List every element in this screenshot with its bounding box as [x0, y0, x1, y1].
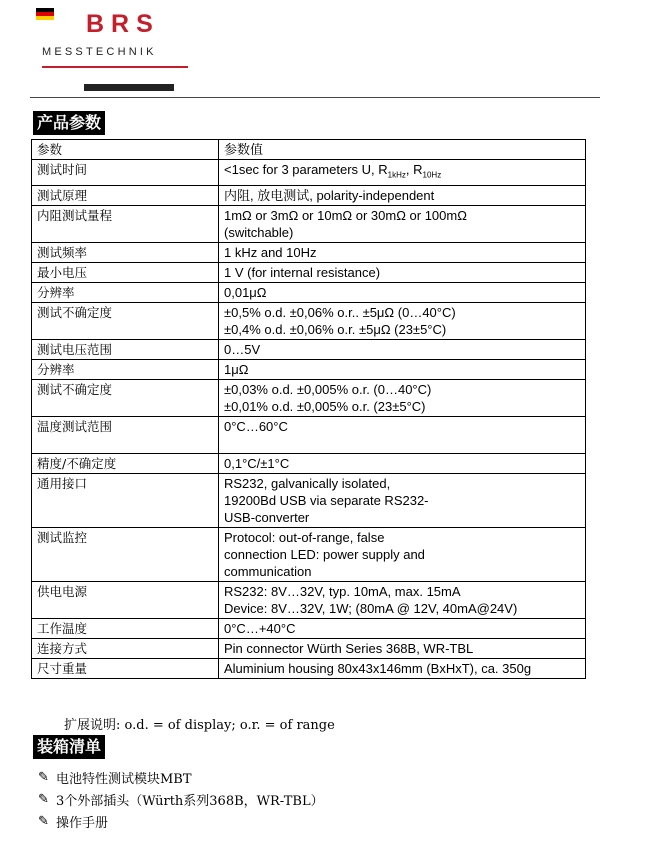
value-line: Device: 8V…32V, 1W; (80mA @ 12V, 40mA@24V)	[224, 600, 518, 616]
table-row	[32, 205, 586, 242]
table-row	[32, 416, 586, 453]
value-text: RS232, galvanically isolated,	[224, 475, 391, 491]
value-cell	[219, 581, 586, 618]
table-row	[32, 160, 586, 186]
param-cell: 测试原理	[32, 185, 219, 205]
value-line	[224, 640, 580, 657]
value-cell	[219, 205, 586, 242]
value-line	[224, 660, 580, 677]
value-text: , R	[405, 162, 423, 177]
value-text: 1mΩ or 3mΩ or 10mΩ or 30mΩ or 100mΩ	[224, 207, 467, 223]
table-row	[32, 359, 586, 379]
table-row	[32, 658, 586, 678]
value-line	[224, 381, 580, 398]
value-text: <1sec for 3 parameters U, R	[224, 162, 388, 177]
pencil-icon: ✎	[38, 791, 49, 807]
table-row	[32, 262, 586, 282]
value-line	[224, 161, 580, 184]
value-line	[224, 244, 580, 261]
value-line	[224, 264, 580, 281]
param-cell: 最小电压	[32, 262, 219, 282]
value-cell	[219, 473, 586, 527]
brs-logo	[30, 8, 200, 96]
list-item	[38, 788, 324, 810]
value-line: USB-converter	[224, 509, 310, 525]
value-cell	[219, 282, 586, 302]
value-text: 1μΩ	[224, 361, 249, 377]
param-cell: 工作温度	[32, 618, 219, 638]
value-text: 0°C…60°C	[224, 418, 288, 434]
value-line	[224, 187, 580, 204]
param-cell: 通用接口	[32, 473, 219, 527]
value-line	[224, 361, 580, 378]
list-item	[38, 766, 324, 788]
value-text: ±0,5% o.d. ±0,06% o.r.. ±5μΩ (0…40°C)	[224, 304, 456, 320]
table-row	[32, 618, 586, 638]
table-row	[32, 379, 586, 416]
param-cell: 内阻测试量程	[32, 205, 219, 242]
table-row	[32, 339, 586, 359]
value-text: RS232: 8V…32V, typ. 10mA, max. 15mA	[224, 583, 461, 599]
param-cell: 温度测试范围	[32, 416, 219, 453]
value-line	[224, 304, 580, 321]
value-cell	[219, 185, 586, 205]
section-title-specs: 产品参数	[33, 111, 105, 135]
pencil-icon: ✎	[38, 769, 49, 785]
value-cell	[219, 302, 586, 339]
value-cell	[219, 658, 586, 678]
param-cell: 供电电源	[32, 581, 219, 618]
value-text: 内阻, 放电测试, polarity-independent	[224, 187, 435, 203]
value-line	[224, 418, 580, 435]
value-text: 0°C…+40°C	[224, 620, 296, 636]
header-divider	[30, 97, 600, 98]
value-line: (switchable)	[224, 224, 294, 240]
table-row	[32, 282, 586, 302]
spec-table	[31, 139, 586, 679]
value-cell	[219, 416, 586, 453]
value-line	[224, 435, 580, 452]
value-text: Pin connector Würth Series 368B, WR-TBL	[224, 640, 474, 656]
value-line	[224, 475, 580, 492]
value-text: 0,1°C/±1°C	[224, 455, 290, 471]
param-cell: 测试监控	[32, 527, 219, 581]
list-item	[38, 810, 324, 832]
pack-item-label: 操作手册	[56, 815, 109, 831]
value-cell	[219, 379, 586, 416]
param-cell: 测试时间	[32, 160, 219, 186]
param-cell: 尺寸重量	[32, 658, 219, 678]
table-row	[32, 185, 586, 205]
value-cell	[219, 339, 586, 359]
table-row	[32, 527, 586, 581]
table-header-row	[32, 140, 586, 160]
subscript: 10Hz	[422, 170, 442, 180]
value-text: 1 V (for internal resistance)	[224, 264, 381, 280]
logo-red-line	[42, 66, 188, 68]
value-cell	[219, 242, 586, 262]
param-cell: 测试电压范围	[32, 339, 219, 359]
pack-item-label: 电池特性测试模块MBT	[56, 771, 192, 787]
value-text: ±0,03% o.d. ±0,005% o.r. (0…40°C)	[224, 381, 432, 397]
value-text: 0,01μΩ	[224, 284, 267, 300]
table-row	[32, 638, 586, 658]
pencil-icon: ✎	[38, 813, 49, 829]
pack-list	[38, 766, 324, 832]
param-cell: 精度/不确定度	[32, 453, 219, 473]
header-param: 参数	[32, 140, 219, 160]
param-cell: 分辨率	[32, 359, 219, 379]
footnote: 扩展说明: o.d. = of display; o.r. = of range	[64, 718, 335, 733]
value-text: Aluminium housing 80x43x146mm (BxHxT), ca. 350g	[224, 660, 532, 676]
value-text: Protocol: out-of-range, false	[224, 529, 385, 545]
param-cell: 分辨率	[32, 282, 219, 302]
param-cell: 测试不确定度	[32, 302, 219, 339]
value-cell	[219, 160, 586, 186]
value-line: connection LED: power supply and	[224, 546, 425, 562]
value-text: 0…5V	[224, 341, 261, 357]
value-line	[224, 529, 580, 546]
param-cell: 测试不确定度	[32, 379, 219, 416]
value-line	[224, 620, 580, 637]
param-cell: 测试频率	[32, 242, 219, 262]
logo-brand: BRS	[86, 10, 160, 38]
value-text: 1 kHz and 10Hz	[224, 244, 317, 260]
german-flag-icon	[36, 8, 54, 20]
header-value: 参数值	[219, 140, 586, 160]
table-row	[32, 302, 586, 339]
value-line	[224, 341, 580, 358]
param-cell: 连接方式	[32, 638, 219, 658]
value-line: communication	[224, 563, 312, 579]
value-cell	[219, 527, 586, 581]
section-title-package: 装箱清单	[33, 735, 105, 759]
value-cell	[219, 359, 586, 379]
table-row	[32, 242, 586, 262]
logo-subtitle: MESSTECHNIK	[42, 46, 157, 58]
value-cell	[219, 453, 586, 473]
value-line	[224, 455, 580, 472]
table-row	[32, 473, 586, 527]
value-cell	[219, 618, 586, 638]
value-cell	[219, 638, 586, 658]
pack-item-label: 3个外部插头（Würth系列368B，WR-TBL）	[56, 793, 324, 809]
value-line: ±0,4% o.d. ±0,06% o.r. ±5μΩ (23±5°C)	[224, 321, 447, 337]
table-row	[32, 453, 586, 473]
value-cell	[219, 262, 586, 282]
value-line: ±0,01% o.d. ±0,005% o.r. (23±5°C)	[224, 398, 426, 414]
value-line	[224, 583, 580, 600]
table-row	[32, 581, 586, 618]
value-line	[224, 284, 580, 301]
value-line: 19200Bd USB via separate RS232-	[224, 492, 429, 508]
value-line	[224, 207, 580, 224]
logo-black-bar	[84, 84, 174, 91]
subscript: 1kHz	[387, 170, 406, 180]
